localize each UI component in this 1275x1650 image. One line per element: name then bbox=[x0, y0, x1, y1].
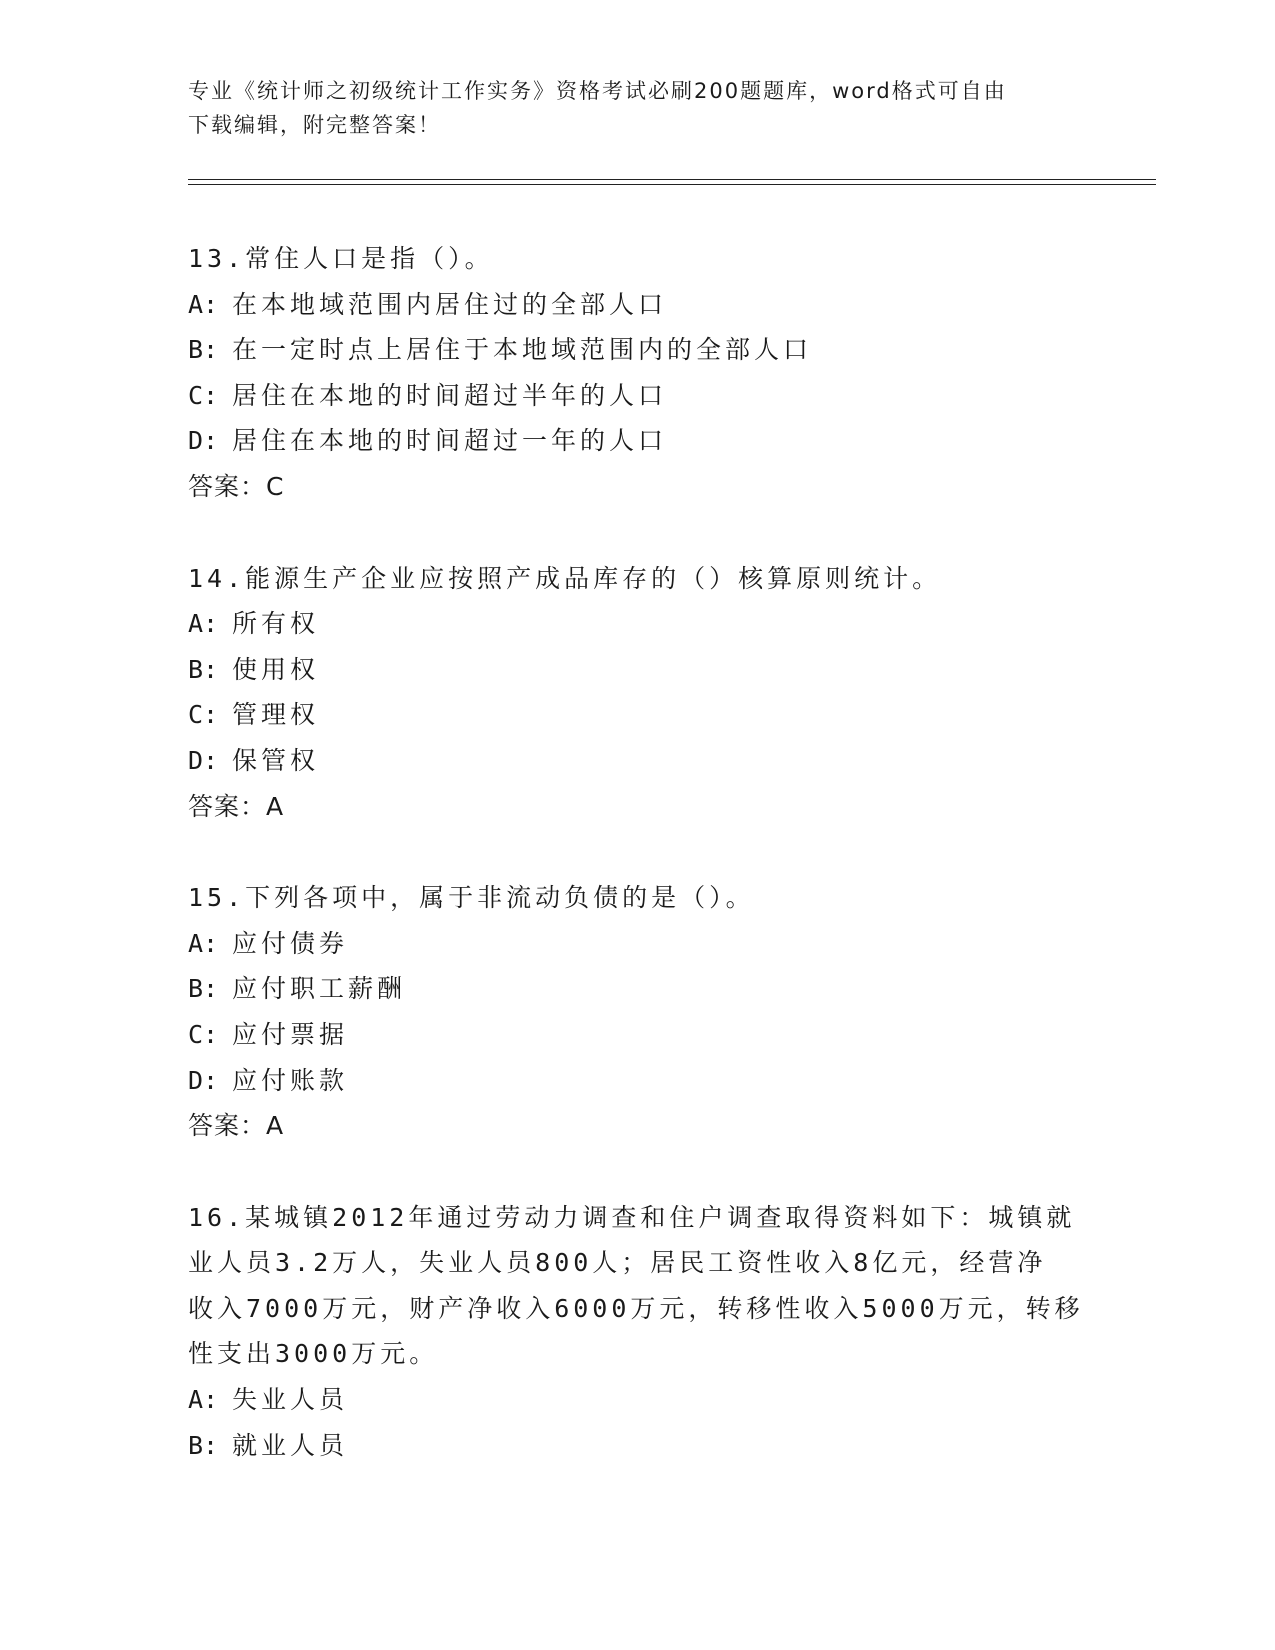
option-d bbox=[188, 738, 1088, 784]
option-key: A: bbox=[188, 1385, 219, 1415]
option-text: 使用权 bbox=[232, 654, 320, 684]
option-text: 就业人员 bbox=[232, 1430, 349, 1460]
option-text: 在一定时点上居住于本地域范围内的全部人口 bbox=[232, 335, 813, 365]
option-key: A: bbox=[188, 289, 219, 319]
option-key: B: bbox=[188, 974, 219, 1004]
option-b bbox=[188, 1423, 1088, 1469]
document-header bbox=[188, 74, 1068, 142]
option-text: 在本地域范围内居住过的全部人口 bbox=[232, 289, 668, 319]
question-stem-line-3: 收入7000万元，财产净收入6000万元，转移性收入5000万元，转移 bbox=[188, 1293, 1084, 1323]
option-c bbox=[188, 692, 1088, 738]
option-key: A: bbox=[188, 609, 219, 639]
option-key: B: bbox=[188, 1430, 219, 1460]
header-line-1: 专业《统计师之初级统计工作实务》资格考试必刷200题题库，word格式可自由 bbox=[188, 79, 1007, 103]
option-key: B: bbox=[188, 654, 219, 684]
option-text: 应付票据 bbox=[232, 1019, 349, 1049]
option-text: 应付职工薪酬 bbox=[232, 974, 407, 1004]
option-text: 管理权 bbox=[232, 700, 320, 730]
option-key: D: bbox=[188, 745, 219, 775]
option-text: 居住在本地的时间超过一年的人口 bbox=[232, 426, 668, 456]
answer-line: 答案：A bbox=[188, 791, 285, 821]
header-rule-top bbox=[188, 179, 1156, 180]
option-b bbox=[188, 647, 1088, 693]
option-key: B: bbox=[188, 335, 219, 365]
option-key: C: bbox=[188, 380, 219, 410]
option-a bbox=[188, 601, 1088, 647]
option-key: C: bbox=[188, 1019, 219, 1049]
option-d bbox=[188, 418, 1088, 464]
header-line-2: 下载编辑，附完整答案！ bbox=[188, 113, 441, 137]
option-b bbox=[188, 327, 1088, 373]
question-15 bbox=[188, 875, 1088, 1149]
question-stem-line-1: 16.某城镇2012年通过劳动力调查和住户调查取得资料如下：城镇就 bbox=[188, 1202, 1076, 1232]
option-a bbox=[188, 1377, 1088, 1423]
option-b bbox=[188, 966, 1088, 1012]
question-stem: 14.能源生产企业应按照产成品库存的（）核算原则统计。 bbox=[188, 563, 942, 593]
option-key: D: bbox=[188, 426, 219, 456]
option-d bbox=[188, 1058, 1088, 1104]
answer-line: 答案：C bbox=[188, 471, 285, 501]
option-key: C: bbox=[188, 700, 219, 730]
question-stem: 13.常住人口是指（）。 bbox=[188, 244, 494, 273]
option-key: D: bbox=[188, 1065, 219, 1095]
question-list bbox=[188, 236, 1088, 1514]
option-c bbox=[188, 1012, 1088, 1058]
header-rule-bottom bbox=[188, 184, 1156, 185]
option-key: A: bbox=[188, 928, 219, 958]
option-text: 应付债券 bbox=[232, 928, 349, 958]
question-13 bbox=[188, 236, 1088, 510]
option-text: 应付账款 bbox=[232, 1065, 349, 1095]
question-stem: 15.下列各项中，属于非流动负债的是（）。 bbox=[188, 883, 755, 913]
answer-line: 答案：A bbox=[188, 1111, 285, 1141]
option-text: 所有权 bbox=[232, 609, 320, 639]
question-stem-line-4: 性支出3000万元。 bbox=[188, 1339, 439, 1369]
question-stem-line-2: 业人员3.2万人，失业人员800人；居民工资性收入8亿元，经营净 bbox=[188, 1248, 1047, 1278]
option-text: 保管权 bbox=[232, 745, 320, 775]
option-text: 居住在本地的时间超过半年的人口 bbox=[232, 380, 668, 410]
option-a bbox=[188, 921, 1088, 967]
question-14 bbox=[188, 556, 1088, 830]
option-a bbox=[188, 282, 1088, 328]
question-16 bbox=[188, 1195, 1088, 1469]
option-text: 失业人员 bbox=[232, 1385, 349, 1415]
option-c bbox=[188, 373, 1088, 419]
